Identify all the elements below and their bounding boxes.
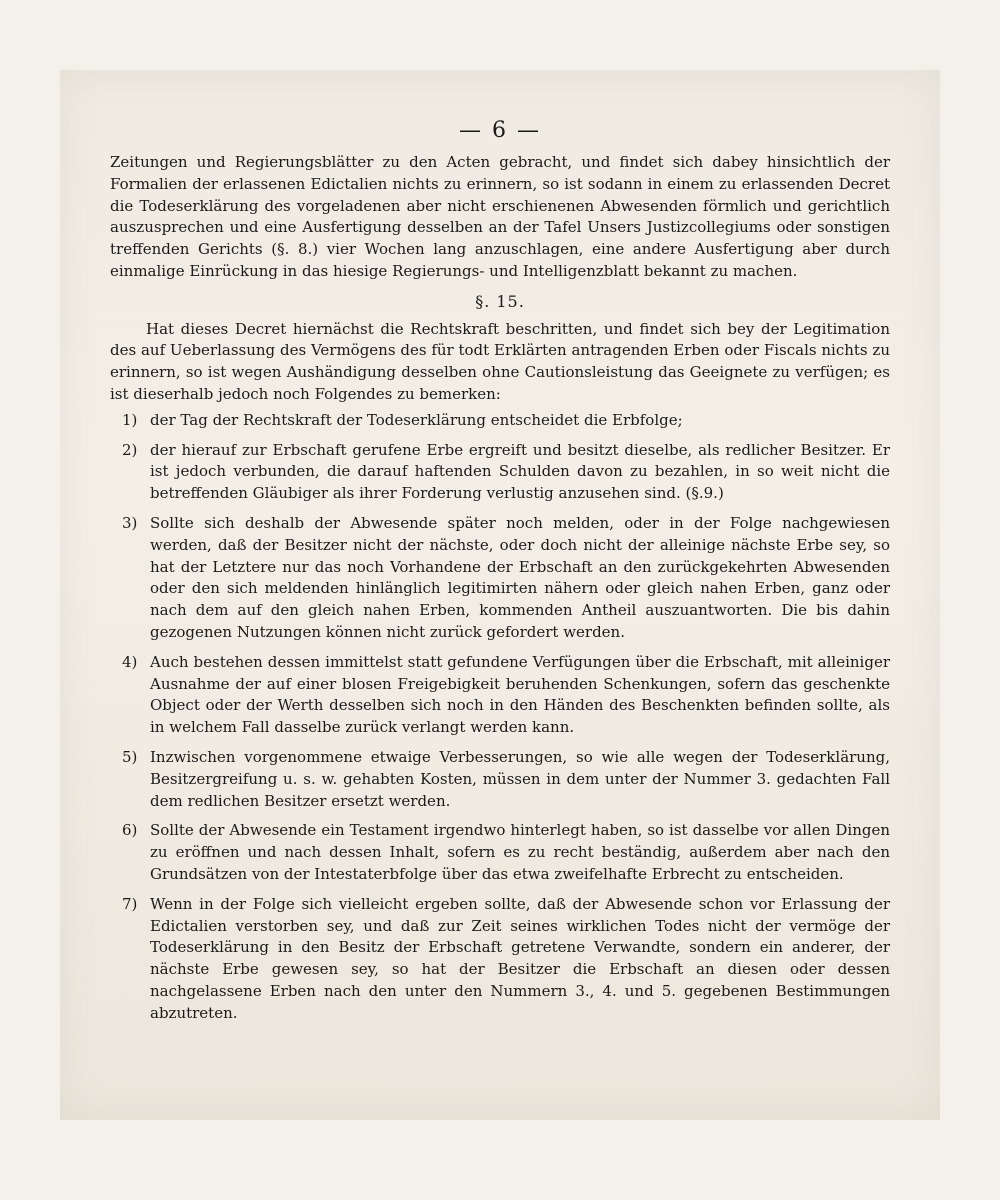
- list-item: [110, 440, 890, 505]
- item-text: Wenn in der Folge sich vielleicht ergeben sollte, daß der Abwesende schon vor Erlassung der Edictalien verstorben sey, und daß zur Zeit seines wirklichen Todes nicht der vermöge der Todeserklärung in den Besitz der Erbschaft getretene Verwandte, sondern ein anderer, der nächste Erbe gewesen sey, so hat der Besitzer die Erbschaft an diesen oder dessen nachgelassene Erben nach den unter den Nummern 3., 4. und 5. gegebenen Bestimmungen abzutreten.: [150, 894, 890, 1022]
- item-text: Sollte der Abwesende ein Testament irgendwo hinterlegt haben, so ist dasselbe vor allen Dingen zu eröffnen und nach dessen Inhalt, sofern es zu recht beständig, außerdem aber nach den Grundsätzen von der Intestaterbfolge über das etwa zweifelhafte Erbrecht zu entscheiden.: [150, 821, 890, 883]
- item-text: Inzwischen vorgenommene etwaige Verbesserungen, so wie alle wegen der Todeserklärung, Besitzergreifung u. s. w. gehabten Kosten, müssen in dem unter der Nummer 3. gedachten Fall dem redlichen Besitzer ersetzt werden.: [150, 747, 890, 810]
- section-heading: §. 15.: [475, 291, 525, 311]
- item-number: 3): [122, 513, 138, 532]
- intro-paragraph: Zeitungen und Regierungsblätter zu den Acten gebracht, und findet sich dabey hinsichtlich der Formalien der erlassenen Edictalien nichts zu erinnern, so ist sodann in einem zu erlassenden Decret die Todeserklärung des vorgeladenen aber nicht erschienenen Abwesenden förmlich und gerichtlich auszusprechen und eine Ausfertigung desselben an der Tafel Unsers Justizcollegiums oder sonstigen treffenden Gerichts (§. 8.) vier Wochen lang anzuschlagen, eine andere Ausfertigung aber durch einmalige Einrückung in das hiesige Regierungs- und Intelligenzblatt bekannt zu machen.: [110, 153, 890, 280]
- section-paragraph: Hat dieses Decret hiernächst die Rechtskraft beschritten, und findet sich bey der Legitimation des auf Ueberlassung des Vermögens des für todt Erklärten antragenden Erben oder Fiscals nichts zu erinnern, so ist wegen Aushändigung desselben ohne Cautionsleistung das Geeignete zu verfügen; es ist dieserhalb jedoch noch Folgendes zu bemerken:: [110, 319, 890, 403]
- item-number: 1): [122, 410, 138, 429]
- item-text: der hierauf zur Erbschaft gerufene Erbe ergreift und besitzt dieselbe, als redlicher Besitzer. Er ist jedoch verbunden, die darauf haftenden Schulden davon zu bezahlen, in so weit nicht die betreffenden Gläubiger als ihrer Forderung verlustig anzusehen sind. (§.9.): [150, 440, 890, 503]
- list-item: [110, 747, 890, 812]
- item-number: 7): [122, 894, 138, 913]
- item-text: Auch bestehen dessen immittelst statt gefundene Verfügungen über die Erbschaft, mit alleiniger Ausnahme der auf einer blosen Freigebigkeit beruhenden Schenkungen, sofern das geschenkte Object oder der Werth desselben sich noch in den Händen des Beschenkten befinden sollte, als in welchem Fall dasselbe zurück verlangt werden kann.: [150, 652, 890, 737]
- item-text: der Tag der Rechtskraft der Todeserklärung entscheidet die Erbfolge;: [150, 410, 683, 429]
- list-item: [110, 513, 890, 644]
- list-item: [110, 652, 890, 739]
- item-text: Sollte sich deshalb der Abwesende später noch melden, oder in der Folge nachgewiesen werden, daß der Besitzer nicht der nächste, oder doch nicht der alleinige nächste Erbe sey, so hat der Letztere nur das noch Vorhandene der Erbschaft an den zurückgekehrten Abwesenden oder den sich meldenden hinlänglich legitimirten nähern oder gleich nahen Erben, ganz oder nach dem auf den gleich nahen Erben, kommenden Antheil auszuantworten. Die bis dahin gezogenen Nutzungen können nicht zurück gefordert werden.: [150, 513, 890, 641]
- item-number: 4): [122, 652, 138, 671]
- item-number: 5): [122, 747, 138, 766]
- page-number: — 6 —: [459, 118, 541, 143]
- item-number: 6): [122, 821, 138, 840]
- provision-list: [110, 410, 890, 1025]
- list-item: [110, 820, 890, 885]
- list-item: [110, 410, 890, 432]
- item-number: 2): [122, 440, 138, 459]
- document-body: [110, 152, 890, 1032]
- list-item: [110, 894, 890, 1025]
